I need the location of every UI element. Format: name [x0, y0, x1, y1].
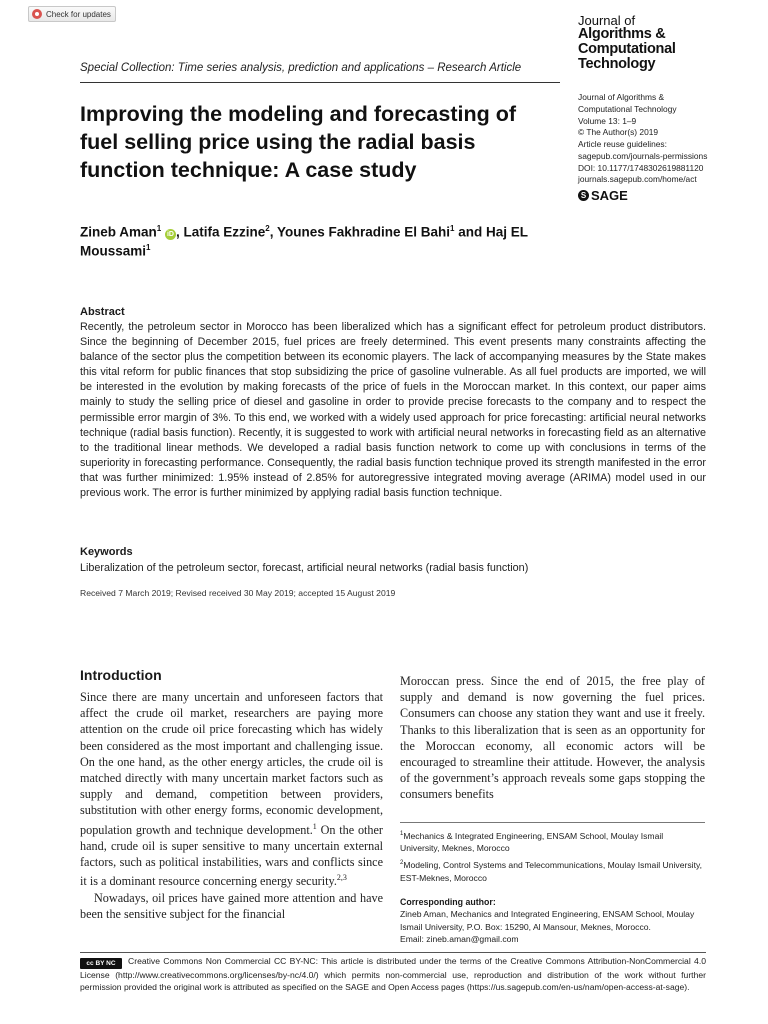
author-name[interactable]: , Younes Fakhradine El Bahi [269, 224, 451, 240]
orcid-icon[interactable]: iD [166, 230, 174, 238]
affiliations [400, 828, 705, 886]
update-icon [32, 9, 42, 19]
header-divider [80, 82, 560, 83]
license-text: Creative Commons Non Commercial CC BY-NC: This article is distributed under the terms of the Creative Commons Attribution-NonCommercial 4.0 License (http://www.creativecommons.org/licenses/by-nc/4.0/) which permits non-commercial use, reproduction and distribution of the work without further permission provided the original work is attributed as specified on the SAGE and Open Access pages (https://us.sagepub.com/en-us/nam/open-access-at-sage). [80, 956, 706, 993]
journal-home-link[interactable]: journals.sagepub.com/home/act [578, 174, 697, 185]
introduction-heading: Introduction [80, 667, 162, 683]
permissions-link[interactable]: sagepub.com/journals-permissions [578, 150, 708, 161]
sage-logo-icon: S [578, 190, 589, 201]
paragraph-text: On the other hand, crude oil is super sensitive to many uncertain external factors, such as political instabilities, wars and conflicts since it is a dominant resource concerning energy security. [80, 822, 383, 889]
author-name[interactable]: and Haj EL Moussami [80, 224, 528, 259]
meta-line: Computational Technology [578, 103, 677, 114]
author-list [80, 223, 560, 262]
affiliation [400, 828, 705, 855]
affiliation-text: Modeling, Control Systems and Telecommunications, Moulay Ismail University, EST-Meknes, Morocco [400, 859, 703, 883]
journal-meta [578, 92, 728, 186]
article-title: Improving the modeling and forecasting of fuel selling price using the radial basis function technique: A case study [80, 102, 516, 182]
affiliation-marker: 1 [156, 224, 162, 233]
corresponding-author-text: Zineb Aman, Mechanics and Integrated Engineering, ENSAM School, Moulay Ismail University, P.O. Box: 15290, Al Mansour, Meknes, Morocco. [400, 909, 695, 932]
abstract-heading: Abstract [80, 306, 125, 318]
special-collection-label: Special Collection: Time series analysis, prediction and applications – Research Article [80, 62, 522, 74]
affiliation-text: Mechanics & Integrated Engineering, ENSAM School, Moulay Ismail University, Meknes, Morocco [400, 830, 664, 854]
corresponding-author-heading: Corresponding author: [400, 897, 496, 907]
body-column-left [80, 689, 383, 922]
affiliation-marker: 1 [400, 831, 404, 837]
journal-logo-line2: Algorithms & [578, 26, 666, 42]
footer-divider [80, 952, 706, 953]
body-column-right: Moroccan press. Since the end of 2015, the free play of supply and demand is now governing the fuel prices. Consumers can choose any station they want and use it freely. Thanks to this liberalization that is seen as an opportunity for the Moroccan economy, all economic actors will be encouraged to streamline their attitude. However, the analysis of the government’s approach reveals some gaps stopping the consumers benefits [400, 674, 705, 802]
keywords-heading: Keywords [80, 546, 133, 558]
paragraph-text: Since there are many uncertain and unforeseen factors that affect the crude oil market, researchers are paying more attention on the crude oil price forecasting which has widely been considered as the most important and challenging issue. On the one hand, as the other energy articles, the crude oil is matched directly with many uncertain market factors such as supply and demand, competition between providers, substitution with other energy forms, economic development, population growth and technique development. [80, 690, 383, 837]
citation-marker[interactable]: 1 [312, 821, 317, 831]
meta-line: © The Author(s) 2019 [578, 127, 659, 138]
creative-commons-icon[interactable]: cc BY NC [80, 958, 122, 969]
email-link[interactable]: Email: zineb.aman@gmail.com [400, 934, 519, 945]
meta-line: Volume 13: 1–9 [578, 115, 637, 126]
affiliation-marker: 1 [146, 243, 151, 253]
meta-line: Article reuse guidelines: [578, 139, 667, 150]
affiliation [400, 857, 705, 884]
doi-link[interactable]: DOI: 10.1177/1748302619881120 [578, 162, 704, 173]
publisher-logo [578, 188, 628, 203]
keywords-text: Liberalization of the petroleum sector, forecast, artificial neural networks (radial basis function) [80, 562, 529, 574]
affiliation-marker: 1 [450, 224, 455, 233]
article-dates: Received 7 March 2019; Revised received 30 May 2019; accepted 15 August 2019 [80, 588, 396, 598]
journal-logo-line4: Technology [578, 55, 656, 72]
license-footer [80, 955, 706, 994]
affiliation-marker: 2 [400, 860, 404, 867]
check-for-updates-label: Check for updates [46, 9, 111, 19]
check-for-updates-button[interactable] [28, 6, 116, 22]
meta-line: Journal of Algorithms & [578, 92, 665, 102]
abstract-text: Recently, the petroleum sector in Morocco has been liberalized which has a significant effect for petroleum product distributors. Since the beginning of December 2015, fuel prices are freely determined. This event presents many constraints affecting the balance of the sector plus the competition between its economic players. The lack of accompanying measures by the State makes this vital reform for public finances that stop subsidizing the price of gasoline vulnerable. As all fuel products are imported, we will be interested in the evolution by making forecasts of the price of fuels in the Moroccan market. In this context, our paper aims mainly to study the selling price of diesel and gasoline in order to provide precise forecasts to the company and to respect the permissible error margin of 3%. To this end, we worked with a widely used approach for price forecasting: artificial neural networks technique (radial basis function). Recently, it is suggested to work with artificial neural networks in forecasting field as an alternative to the traditional linear methods. We developed a radial basis function network to come up with conclusions in terms of the superiority in forecasting performance. Consequently, the radial basis function technique proved its strength manifested in the error that was further minimized: 1.95% instead of 2.85% for autoregressive integrated moving average (ARIMA) model used in our previous work. The error is further minimized by applying radial basis function technique. [80, 321, 706, 500]
author-name[interactable]: , Latifa Ezzine [175, 224, 266, 240]
journal-logo [578, 14, 708, 71]
affiliations-divider [400, 822, 705, 823]
affiliation-marker: 2 [265, 224, 270, 233]
corresponding-author [400, 908, 705, 946]
author-name[interactable]: Zineb Aman [80, 224, 157, 240]
publisher-name: SAGE [591, 188, 628, 203]
paragraph: Nowadays, oil prices have gained more attention and have been the sensitive subject for the financial [80, 890, 383, 921]
journal-logo-line1: Journal of [578, 13, 636, 28]
citation-marker[interactable]: 2,3 [336, 873, 347, 883]
paragraph [80, 689, 383, 890]
journal-logo-line3: Computational [578, 40, 676, 57]
